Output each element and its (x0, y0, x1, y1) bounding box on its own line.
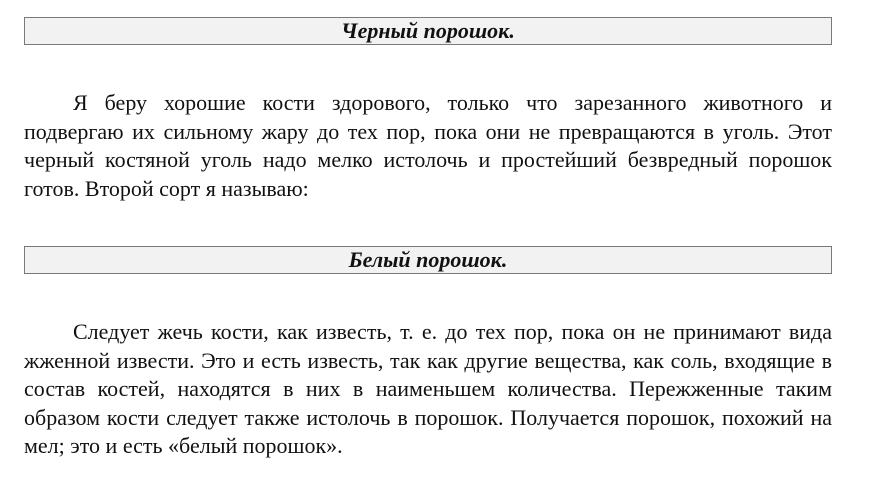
section-heading-white-powder: Белый порошок. (24, 246, 832, 274)
paragraph-black-powder: Я беру хорошие кости здорового, только что зарезанного животного и подвергаю их сильному жару до тех пор, пока они не превращаются в уголь. Этот черный костяной уголь надо мелко истолочь и простейший безвредный порошок готов. Второй сорт я называю: (24, 90, 832, 201)
section-heading-black-powder: Черный порошок. (24, 17, 832, 45)
paragraph-white-powder: Следует жечь кости, как известь, т. е. до тех пор, пока он не принимают вида жженной извести. Это и есть известь, так как другие вещества, как соль, входящие в состав костей, находятся в них в наименьшем количества. Пережженные таким образом кости следует также истолочь в порошок. Получается порошок, похожий на мел; это и есть «белый порошок». (24, 319, 832, 459)
